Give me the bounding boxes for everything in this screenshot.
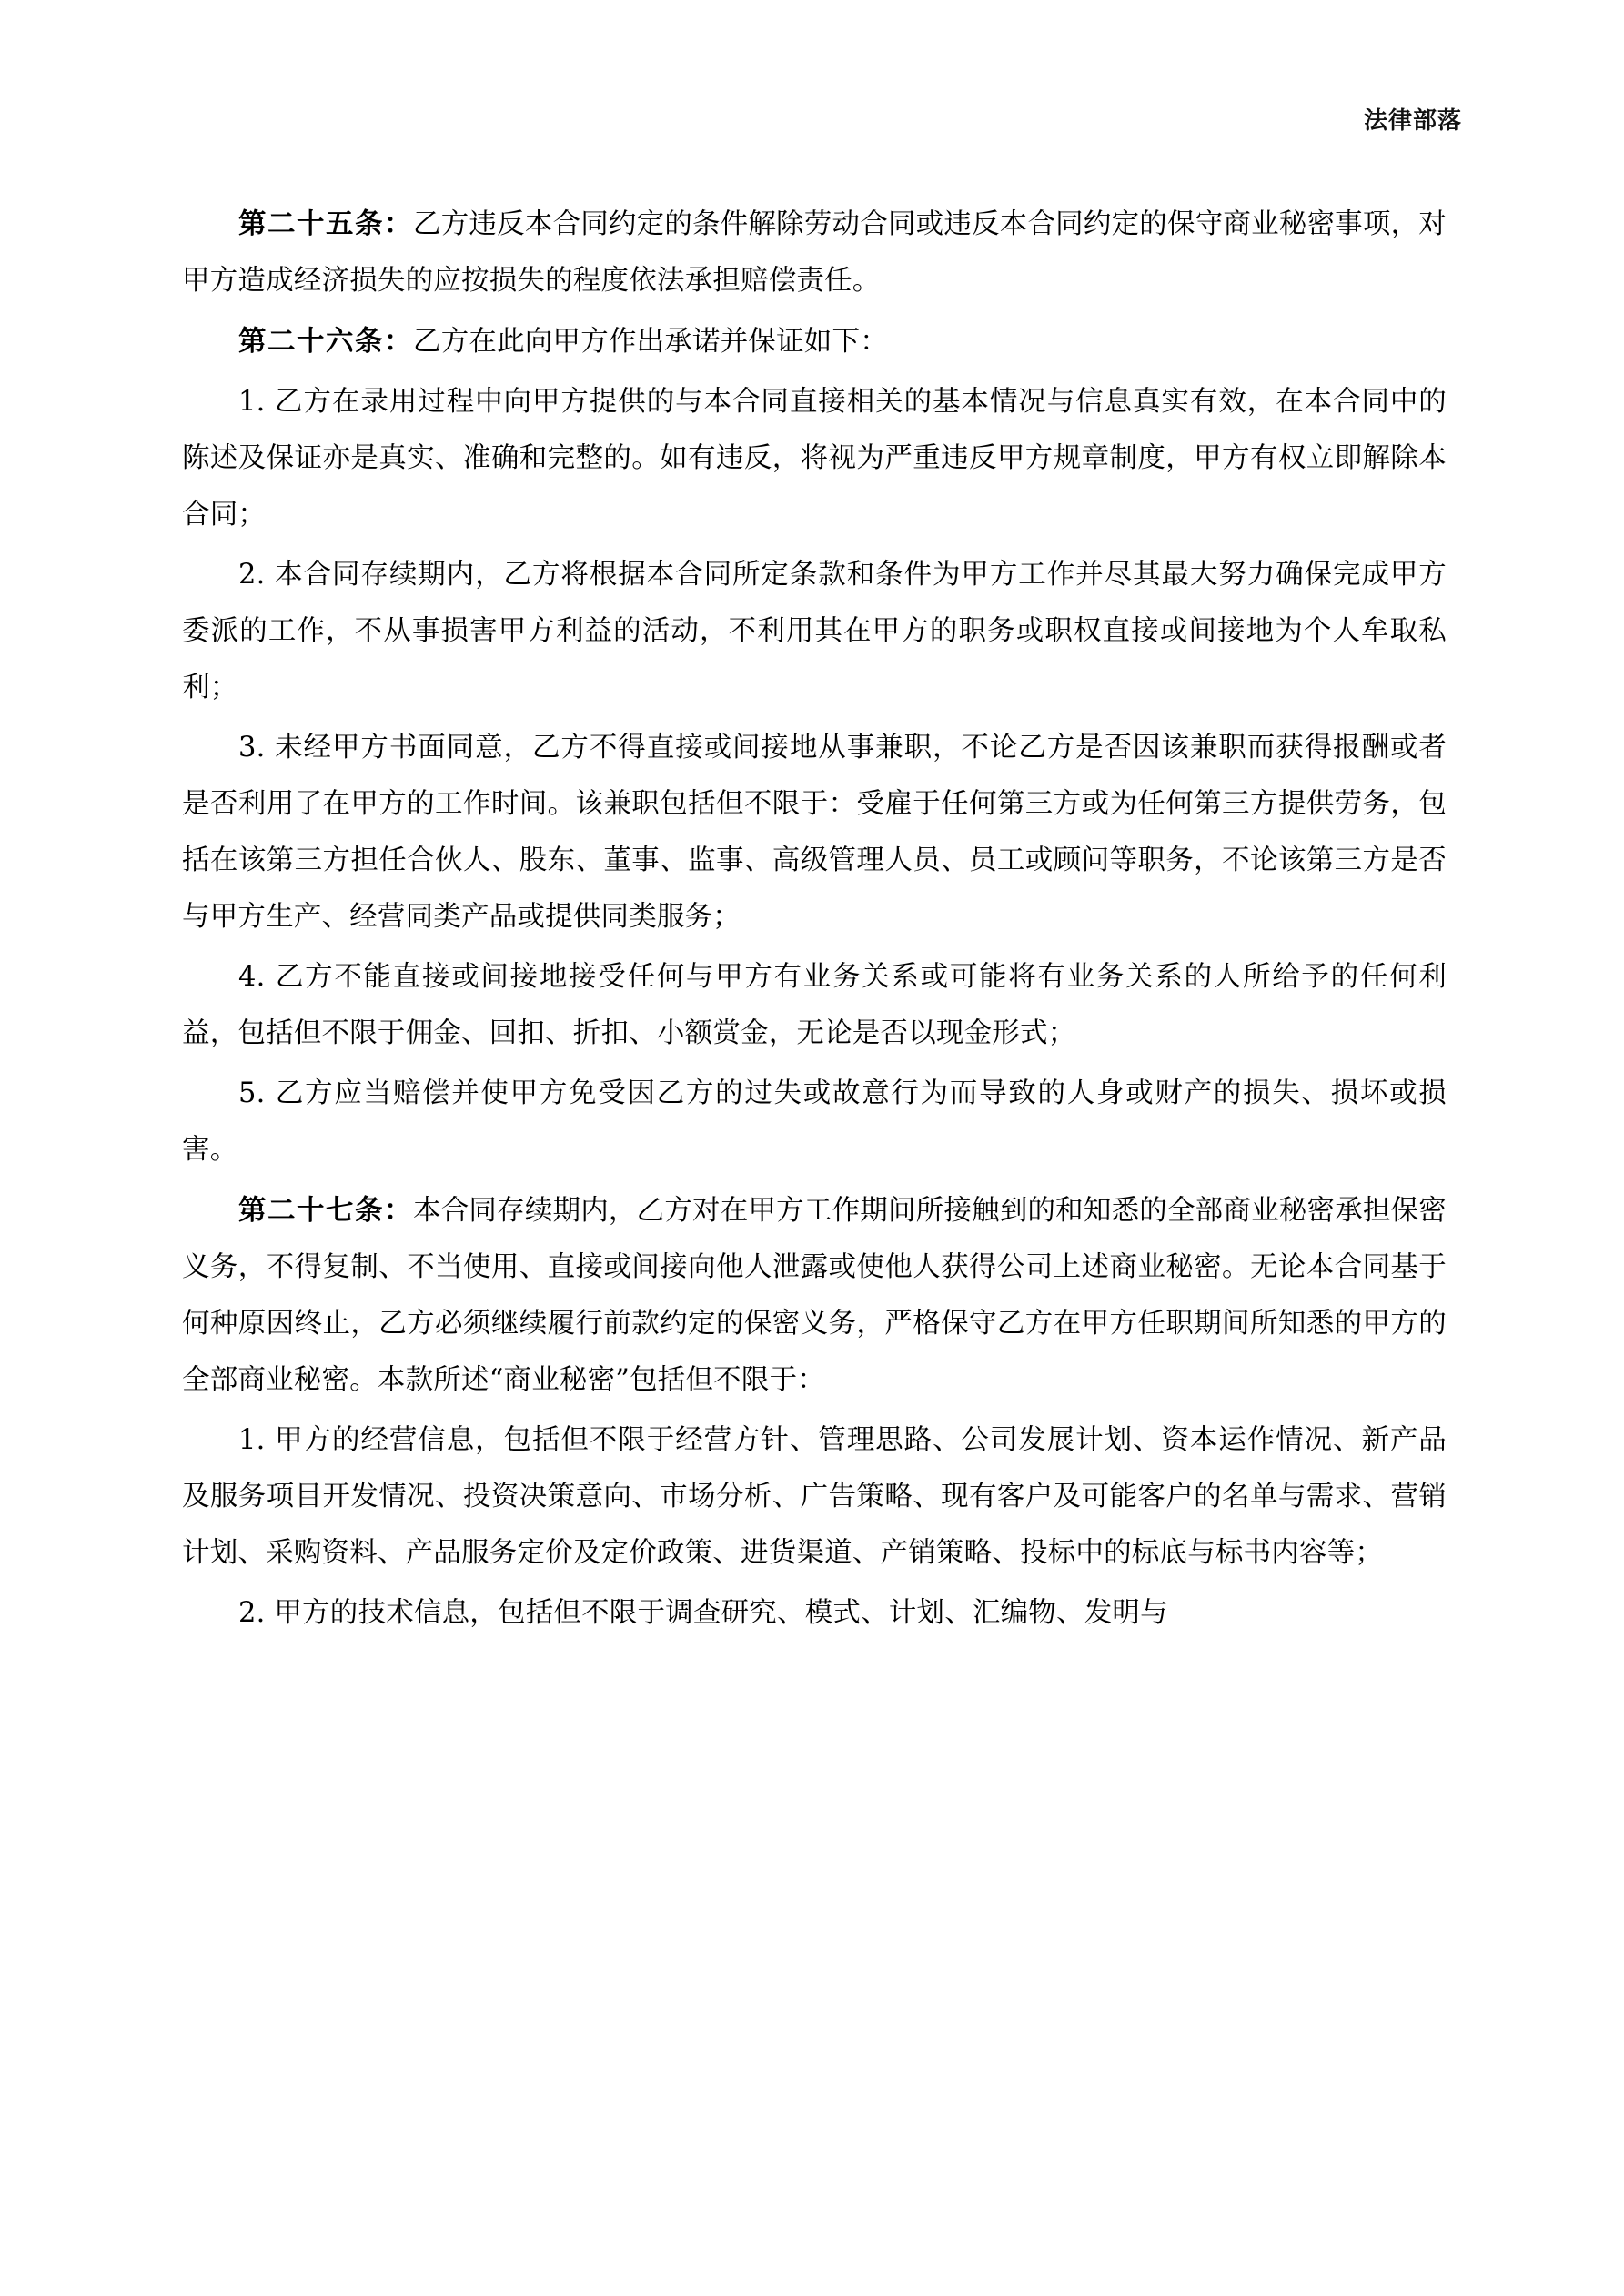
- clause-text-26-1: 1. 乙方在录用过程中向甲方提供的与本合同直接相关的基本情况与信息真实有效，在本合同中的陈述及保证亦是真实、准确和完整的。如有违反，将视为严重违反甲方规章制度，甲方有权立即解除本合同；: [182, 386, 1447, 531]
- clause-label-26: 第二十六条：: [238, 325, 413, 358]
- document-body: [182, 196, 1447, 1642]
- clause-text-26-5: 5. 乙方应当赔偿并使甲方免受因乙方的过失或故意行为而导致的人身或财产的损失、损坏或损害。: [182, 1077, 1447, 1166]
- paragraph-26-item-5: [182, 1066, 1447, 1178]
- clause-text-26: 乙方在此向甲方作出承诺并保证如下：: [413, 326, 888, 358]
- paragraph-26-item-2: [182, 547, 1447, 716]
- paragraph-26-item-4: [182, 949, 1447, 1062]
- clause-text-25: 乙方违反本合同约定的条件解除劳动合同或违反本合同约定的保守商业秘密事项，对甲方造成经济损失的应按损失的程度依法承担赔偿责任。: [182, 208, 1447, 297]
- clause-text-27: 本合同存续期内，乙方对在甲方工作期间所接触到的和知悉的全部商业秘密承担保密义务，不得复制、不当使用、直接或间接向他人泄露或使他人获得公司上述商业秘密。无论本合同基于何种原因终止，乙方必须继续履行前款约定的保密义务，严格保守乙方在甲方任职期间所知悉的甲方的全部商业秘密。本款所述“商业秘密”包括但不限于：: [182, 1195, 1447, 1396]
- clause-text-26-2: 2. 本合同存续期内，乙方将根据本合同所定条款和条件为甲方工作并尽其最大努力确保完成甲方委派的工作，不从事损害甲方利益的活动，不利用其在甲方的职务或职权直接或间接地为个人牟取私利；: [182, 559, 1447, 703]
- paragraph-27-item-1: [182, 1412, 1447, 1582]
- clause-text-26-3: 3. 未经甲方书面同意，乙方不得直接或间接地从事兼职，不论乙方是否因该兼职而获得报酬或者是否利用了在甲方的工作时间。该兼职包括但不限于：受雇于任何第三方或为任何第三方提供劳务，包括在该第三方担任合伙人、股东、董事、监事、高级管理人员、员工或顾问等职务，不论该第三方是否与甲方生产、经营同类产品或提供同类服务；: [182, 732, 1447, 933]
- paragraph-25: [182, 196, 1447, 309]
- paragraph-27-item-2: [182, 1585, 1447, 1642]
- clause-text-27-2: 2. 甲方的技术信息，包括但不限于调查研究、模式、计划、汇编物、发明与: [238, 1597, 1168, 1629]
- clause-text-27-1: 1. 甲方的经营信息，包括但不限于经营方针、管理思路、公司发展计划、资本运作情况、新产品及服务项目开发情况、投资决策意向、市场分析、广告策略、现有客户及可能客户的名单与需求、营销计划、采购资料、产品服务定价及定价政策、进货渠道、产销策略、投标中的标底与标书内容等；: [182, 1424, 1447, 1569]
- paragraph-26: [182, 313, 1447, 370]
- paragraph-26-item-3: [182, 720, 1447, 946]
- clause-text-26-4: 4. 乙方不能直接或间接地接受任何与甲方有业务关系或可能将有业务关系的人所给予的任何利益，包括但不限于佣金、回扣、折扣、小额赏金，无论是否以现金形式；: [182, 961, 1447, 1049]
- paragraph-26-item-1: [182, 374, 1447, 543]
- paragraph-27: [182, 1182, 1447, 1409]
- clause-label-25: 第二十五条：: [238, 207, 414, 240]
- clause-label-27: 第二十七条：: [238, 1194, 414, 1227]
- page-header-watermark: 法律部落: [1363, 107, 1462, 135]
